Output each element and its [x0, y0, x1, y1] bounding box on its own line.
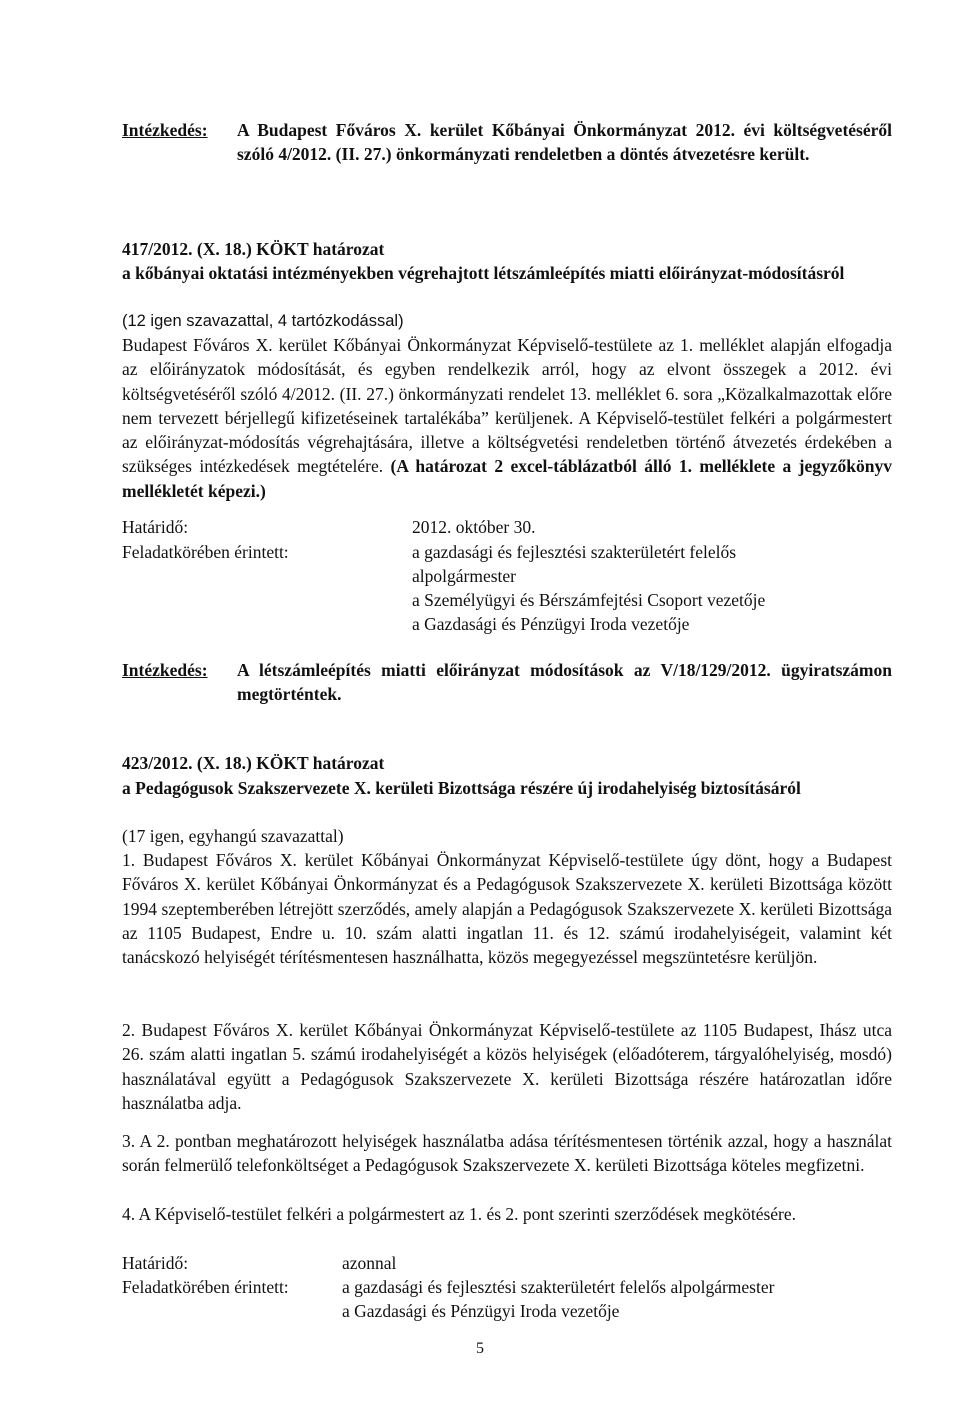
measure-2-label: Intézkedés: [122, 660, 208, 680]
measure-2 [122, 658, 892, 707]
decision-423-point-2: 2. Budapest Főváros X. kerület Kőbányai Önkormányzat Képviselő-testülete az 1105 Budapest, Ihász utca 26. szám alatti ingatlan 5. számú irodahelyiségét a közös helyiségek (előadóterem, tárgyalóhelyiség, mosdó) használatával együtt a Pedagógusok Szakszervezete X. kerületi Bizottsága részére határozatlan időre használatba adja. [122, 1020, 892, 1113]
decision-423-point-1: 1. Budapest Főváros X. kerület Kőbányai Önkormányzat Képviselő-testülete úgy dönt, hogy a Budapest Főváros X. kerület Kőbányai Önkormányzat és a Pedagógusok Szakszervezete X. kerületi Bizottsága között 1994 szeptemberében létrejött szerződés, amely alapján a Pedagógusok Szakszervezete X. kerületi Bizottsága az 1105 Budapest, Endre u. 10. szám alatti ingatlan 11. és 12. számú irodahelyiségeit, valamint két tanácskozó helyiségét térítésmentesen használhatta, közös megegyezéssel megszüntetésre kerüljön. [122, 850, 892, 968]
measure-1-label: Intézkedés: [122, 120, 208, 140]
responsible-line-1: a gazdasági és fejlesztési szakterületért felelős [412, 542, 737, 562]
page-number: 5 [476, 1340, 484, 1357]
decision-417-body-text: Budapest Főváros X. kerület Kőbányai Önkormányzat Képviselő-testülete az 1. melléklet alapján elfogadja az előirányzatok módosítását, és egyben rendelkezik arról, hogy az elvont összegek a 2012. évi költségvetéséről szóló 4/2012. (II. 27.) önkormányzati rendelet 13. melléklet 6. sora „Közalkalmazottak előre nem tervezett bérjellegű kifizetéseinek tartalékába” kerüljenek. A Képviselő-testület felkéri a polgármestert az előirányzat-módosítás végrehajtására, illetve a költségvetési rendeletben történő átvezetés érdekében a szükséges intézkedések megtételére. [122, 335, 892, 477]
responsible-line-4: a Gazdasági és Pénzügyi Iroda vezetője [412, 614, 690, 634]
deadline-label: Határidő: [122, 517, 189, 537]
decision-423-vote: (17 igen, egyhangú szavazattal) [122, 826, 344, 846]
measure-1 [122, 118, 892, 167]
measure-2-text: A létszámleépítés miatti előirányzat módosítások az V/18/129/2012. ügyiratszámon megtörténtek. [237, 660, 892, 705]
responsible-label: Feladatkörében érintett: [122, 542, 289, 562]
deadline-label: Határidő: [122, 1253, 189, 1273]
decision-423-point-3: 3. A 2. pontban meghatározott helyiségek használatba adása térítésmentesen történik azzal, hogy a használat során felmerülő telefonköltséget a Pedagógusok Szakszervezete X. kerületi Bizottsága köteles megfizetni. [122, 1131, 892, 1176]
decision-417-body [122, 333, 892, 503]
deadline-value: azonnal [342, 1253, 397, 1273]
decision-423-point-4: 4. A Képviselő-testület felkéri a polgármestert az 1. és 2. pont szerinti szerződések megkötésére. [122, 1204, 797, 1224]
responsible-line-2: alpolgármester [412, 566, 516, 586]
responsible-line-2: a Gazdasági és Pénzügyi Iroda vezetője [342, 1301, 620, 1321]
decision-423-number: 423/2012. (X. 18.) KÖKT határozat [122, 753, 385, 773]
responsible-label: Feladatkörében érintett: [122, 1277, 289, 1297]
responsible-line-3: a Személyügyi és Bérszámfejtési Csoport vezetője [412, 590, 766, 610]
decision-417-number: 417/2012. (X. 18.) KÖKT határozat [122, 239, 385, 259]
responsible-line-1: a gazdasági és fejlesztési szakterületért felelős alpolgármester [342, 1277, 775, 1297]
decision-417-title: a kőbányai oktatási intézményekben végrehajtott létszámleépítés miatti előirányzat-módosításról [122, 263, 845, 283]
decision-423-title: a Pedagógusok Szakszervezete X. kerületi Bizottsága részére új irodahelyiség biztosításáról [122, 778, 801, 798]
deadline-value: 2012. október 30. [412, 517, 536, 537]
decision-417-attachment-note: (A határozat 2 excel-táblázatból álló 1. melléklete a jegyzőkönyv mellékletét képezi.) [122, 456, 892, 501]
decision-417-vote: (12 igen szavazattal, 4 tartózkodással) [122, 312, 404, 330]
measure-1-text: A Budapest Főváros X. kerület Kőbányai Önkormányzat 2012. évi költségvetéséről szóló 4/2012. (II. 27.) önkormányzati rendeletben a döntés átvezetésre került. [237, 120, 892, 165]
